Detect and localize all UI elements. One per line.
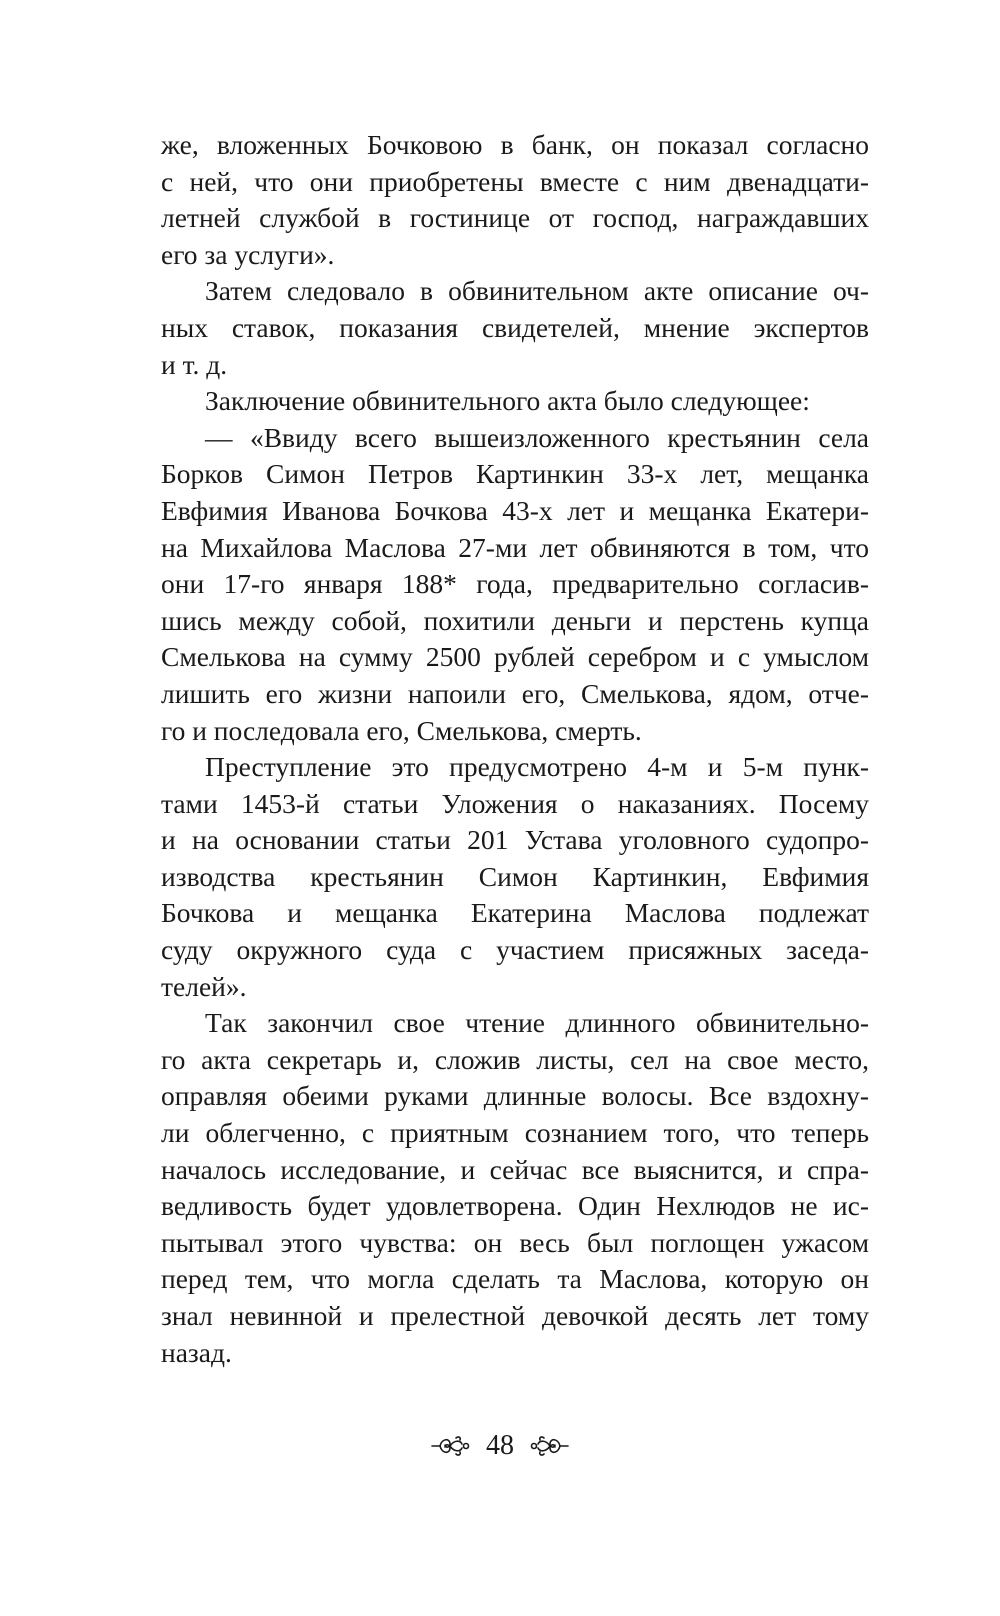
text-line: Бочкова и мещанка Екатерина Маслова подлежат xyxy=(161,897,869,929)
text-line: началось исследование, и сейчас все выяснится, и спра- xyxy=(161,1153,869,1185)
text-line: Преступление это предусмотрено 4-м и 5-м пунк- xyxy=(205,751,869,783)
text-line: оправляя обеими руками длинные волосы. Все вздохну- xyxy=(161,1080,869,1112)
text-line: знал невинной и прелестной девочкой десять лет тому xyxy=(161,1300,869,1331)
text-line: ли облегченно, с приятным сознанием того, что теперь xyxy=(161,1117,869,1149)
ornament-flourish-icon xyxy=(430,1434,472,1458)
text-line: суду окружного суда с участием присяжных заседа- xyxy=(161,934,869,966)
text-line: пытывал этого чувства: он весь был поглощен ужасом xyxy=(161,1226,869,1258)
text-line: изводства крестьянин Симон Картинкин, Евфимия xyxy=(161,860,869,892)
text-line: назад. xyxy=(161,1336,232,1368)
page-number: 48 xyxy=(486,1430,514,1461)
text-line: на Михайлова Маслова 27-ми лет обвиняются в том, что xyxy=(161,531,869,563)
text-line: его за услуги». xyxy=(161,238,335,270)
text-line: они 17-го января 188* года, предварительно согласив- xyxy=(161,568,869,600)
text-line: шись между собой, похитили деньги и перстень купца xyxy=(161,604,869,636)
text-line: с ней, что они приобретены вместе с ним двенадцати- xyxy=(161,165,869,197)
text-line: го акта секретарь и, сложив листы, сел на свое место, xyxy=(161,1043,869,1075)
text-line: лишить его жизни напоили его, Смелькова, ядом, отче- xyxy=(161,677,869,709)
paragraph-6 xyxy=(161,1005,869,1371)
text-line: Так закончил свое чтение длинного обвинительно- xyxy=(205,1007,869,1039)
text-line: же, вложенных Бочковою в банк, он показал согласно xyxy=(161,129,869,160)
text-line: перед тем, что могла сделать та Маслова, которую он xyxy=(161,1263,869,1295)
paragraph-5 xyxy=(161,749,869,1005)
text-line: Заключение обвинительного акта было следующее: xyxy=(205,385,810,417)
text-line: телей». xyxy=(161,970,247,1002)
text-line: Борков Симон Петров Картинкин 33-х лет, мещанка xyxy=(161,458,869,490)
text-line: го и последовала его, Смелькова, смерть. xyxy=(161,714,642,746)
text-line: Смелькова на сумму 2500 рублей серебром и с умыслом xyxy=(161,641,869,673)
paragraph-1 xyxy=(161,127,869,273)
paragraph-2 xyxy=(161,273,869,383)
ornament-flourish-icon xyxy=(528,1434,570,1458)
text-line: Затем следовало в обвинительном акте описание оч- xyxy=(205,275,869,307)
text-line: ных ставок, показания свидетелей, мнение экспертов xyxy=(161,311,869,343)
text-line: тами 1453-й статьи Уложения о наказаниях. Посему xyxy=(161,787,869,819)
page-body xyxy=(161,127,869,1371)
paragraph-3 xyxy=(161,383,869,420)
text-line: и т. д. xyxy=(161,348,228,380)
text-line: ведливость будет удовлетворена. Один Нехлюдов не ис- xyxy=(161,1190,869,1222)
text-line: Евфимия Иванова Бочкова 43-х лет и мещанка Екатери- xyxy=(161,494,869,526)
text-line: и на основании статьи 201 Устава уголовного судопро- xyxy=(161,824,869,856)
text-line: — «Ввиду всего вышеизложенного крестьянин села xyxy=(205,421,869,453)
page-footer xyxy=(0,1430,1000,1462)
paragraph-4 xyxy=(161,420,869,749)
text-line: летней службой в гостинице от господ, награждавших xyxy=(161,202,869,234)
